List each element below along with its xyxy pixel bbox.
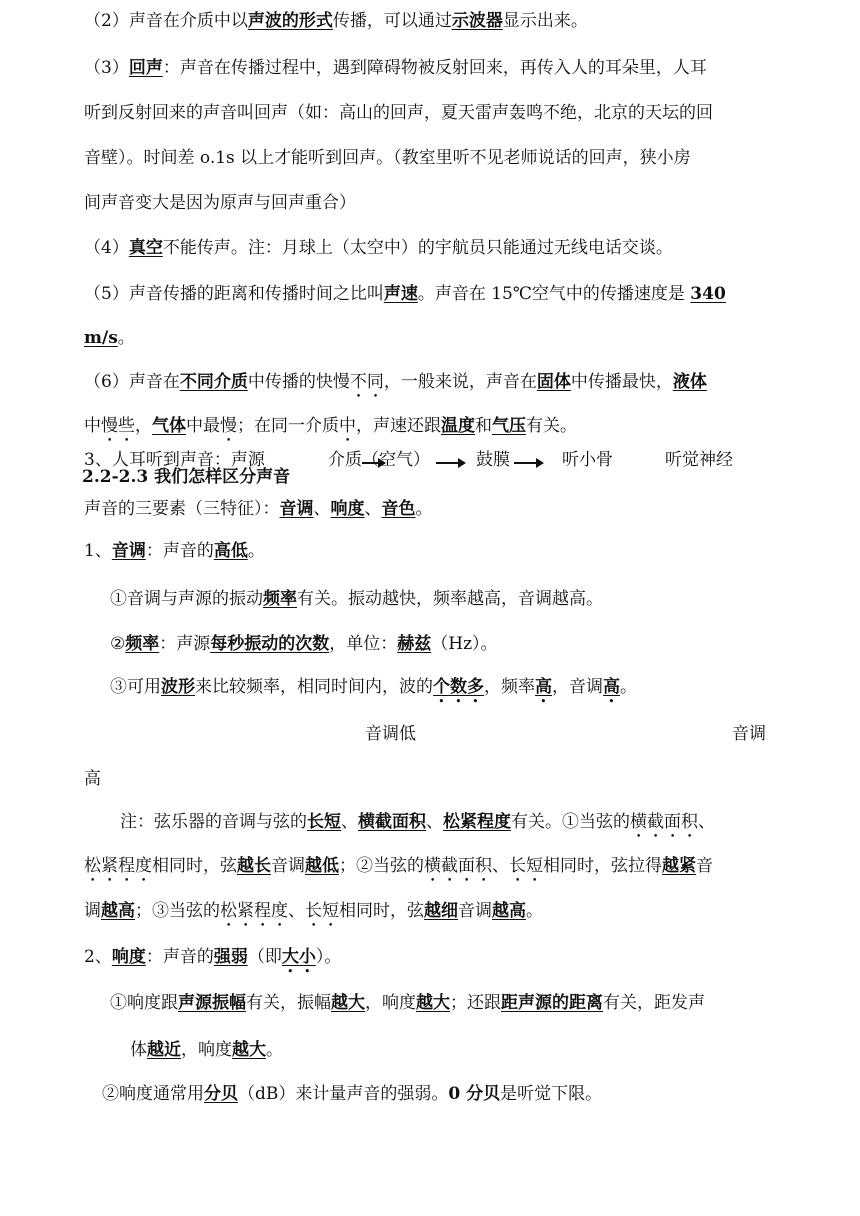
line-p4: （4）真空不能传声。注：月球上（太空中）的宇航员只能通过无线电话交谈。 bbox=[84, 238, 673, 258]
line-pitch: 1、音调：声音的高低。 bbox=[84, 541, 265, 561]
line-loudness-1b: 体越近，响度越大。 bbox=[130, 1040, 283, 1060]
line-p5a: （5）声音传播的距离和传播时间之比叫声速。声音在 15℃空气中的传播速度是 340 bbox=[84, 284, 726, 304]
line-three-elements: 声音的三要素（三特征）：音调、响度、音色。 bbox=[84, 499, 433, 519]
line-loudness: 2、响度：声音的强弱（即大小）。 bbox=[84, 947, 342, 967]
line-p3c: 音壁）。时间差 o.1s 以上才能听到回声。（教室里听不见老师说话的回声，狭小房 bbox=[84, 148, 691, 168]
line-loudness-1a: ①响度跟声源振幅有关，振幅越大，响度越大；还跟距声源的距离有关，距发声 bbox=[110, 993, 705, 1013]
line-pitch-2: ②频率：声源每秒振动的次数，单位：赫兹（Hz）。 bbox=[110, 634, 498, 654]
hearing-step-ossicles: 听小骨 bbox=[562, 450, 613, 470]
line-p2: （2）声音在介质中以声波的形式传播，可以通过示波器显示出来。 bbox=[84, 11, 588, 31]
line-p3d: 间声音变大是因为原声与回声重合） bbox=[84, 193, 356, 213]
waveform-label-high: 音调 bbox=[732, 724, 766, 744]
arrow-icon bbox=[436, 462, 464, 464]
waveform-label-low: 音调低 bbox=[365, 724, 416, 744]
line-loudness-2: ②响度通常用分贝（dB）来计量声音的强弱。0 分贝是听觉下限。 bbox=[102, 1084, 603, 1104]
line-note-a: 注：弦乐器的音调与弦的长短、横截面积、松紧程度有关。①当弦的横截面积、 bbox=[120, 812, 715, 832]
line-p6a: （6）声音在不同介质中传播的快慢不同，一般来说，声音在固体中传播最快，液体 bbox=[84, 372, 707, 392]
line-pitch-3: ③可用波形来比较频率，相同时间内，波的个数多，频率高，音调高。 bbox=[110, 677, 637, 697]
waveform-label-high-wrap: 高 bbox=[84, 769, 101, 789]
line-note-b: 松紧程度相同时，弦越长音调越低；②当弦的横截面积、长短相同时，弦拉得越紧音 bbox=[84, 856, 713, 876]
hearing-step-medium: 介质（空气） bbox=[328, 450, 430, 470]
line-pitch-1: ①音调与声源的振动频率有关。振动越快，频率越高，音调越高。 bbox=[110, 589, 603, 609]
line-p3b: 听到反射回来的声音叫回声（如：高山的回声，夏天雷声轰鸣不绝，北京的天坛的回 bbox=[84, 103, 713, 123]
hearing-step-eardrum: 鼓膜 bbox=[476, 450, 510, 470]
line-note-c: 调越高；③当弦的松紧程度、长短相同时，弦越细音调越高。 bbox=[84, 901, 543, 921]
line-p3a: （3）回声：声音在传播过程中，遇到障碍物被反射回来，再传入人的耳朵里，人耳 bbox=[84, 58, 707, 78]
hearing-step-source: 3、人耳听到声音：声源 bbox=[84, 450, 265, 470]
line-p6b: 中慢些，气体中最慢；在同一介质中，声速还跟温度和气压有关。 bbox=[84, 416, 577, 436]
arrow-icon bbox=[514, 462, 542, 464]
hearing-step-nerve: 听觉神经 bbox=[665, 450, 733, 470]
line-p5b: m/s。 bbox=[84, 328, 135, 348]
section-title: 2.2-2.3 我们怎样区分声音 bbox=[82, 467, 291, 487]
